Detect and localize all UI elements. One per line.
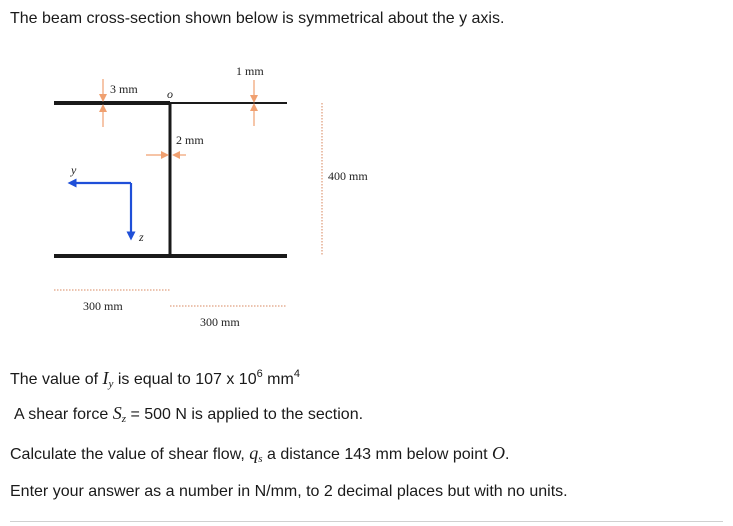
label-web-thickness: 2 mm bbox=[176, 133, 204, 147]
answer-instruction: Enter your answer as a number in N/mm, to 2 decimal places but with no units. bbox=[10, 483, 568, 500]
coordinate-axes bbox=[72, 183, 131, 236]
calculate-statement: Calculate the value of shear flow, $q_s$ a distance 143 mm below point O. bbox=[10, 443, 510, 465]
iy-statement: The value of $I_y$ is equal to 107 x $10^6$ $mm^4$ bbox=[10, 368, 300, 390]
label-flange-thickness-left: 3 mm bbox=[110, 82, 138, 96]
beam-section bbox=[54, 103, 287, 256]
shear-symbol: S bbox=[112, 403, 122, 423]
label-width-right: 300 mm bbox=[200, 315, 240, 329]
label-axis-z: z bbox=[139, 230, 144, 244]
shear-force-statement: A shear force $S_z = 500$ N is applied to the section. bbox=[14, 403, 364, 425]
label-axis-y: y bbox=[71, 163, 77, 177]
label-height: 400 mm bbox=[328, 169, 368, 183]
shear-flow-symbol: q bbox=[249, 443, 259, 463]
label-flange-thickness-right: 1 mm bbox=[236, 64, 264, 78]
point-o-symbol: O bbox=[492, 443, 505, 463]
divider bbox=[10, 521, 723, 522]
iy-symbol: I bbox=[102, 368, 109, 388]
intro-text: The beam cross-section shown below is symmetrical about the y axis. bbox=[10, 10, 505, 27]
label-point-o: o bbox=[167, 87, 173, 101]
label-width-left: 300 mm bbox=[83, 299, 123, 313]
